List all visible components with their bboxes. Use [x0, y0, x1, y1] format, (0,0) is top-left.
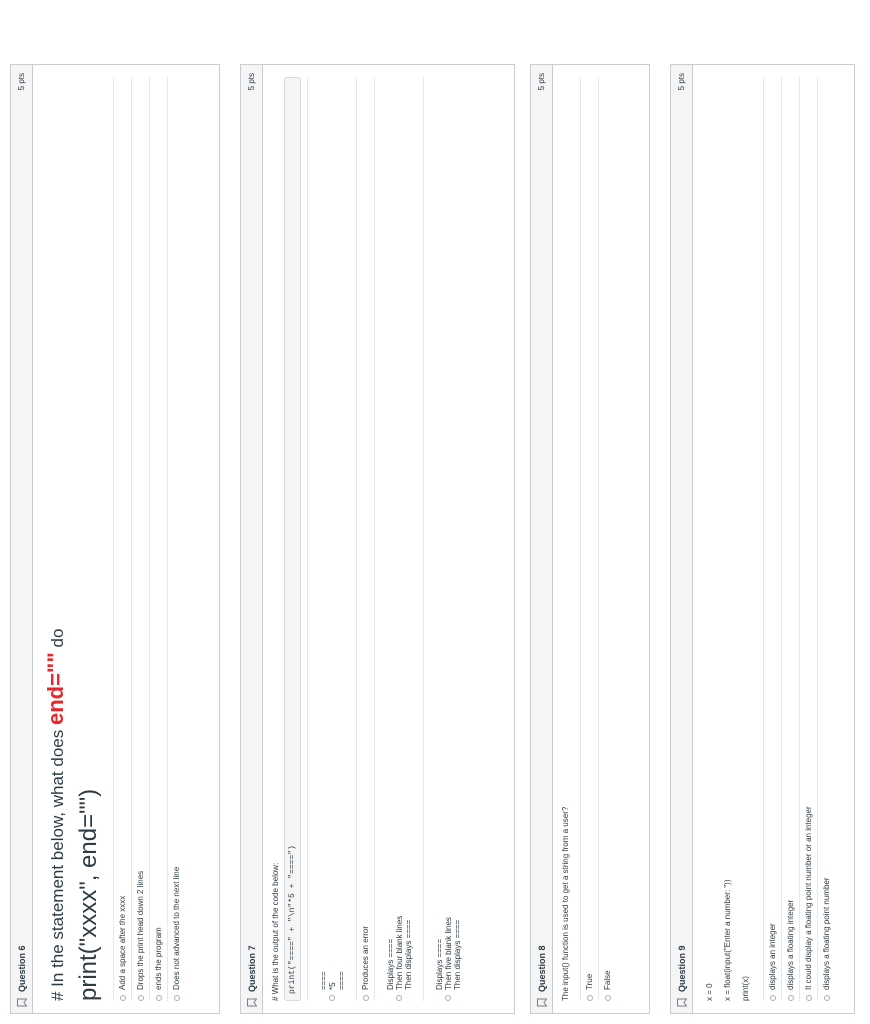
answer-label: ==== *5 ====	[318, 971, 346, 990]
answer-label: False	[603, 970, 612, 990]
radio-button[interactable]	[770, 995, 776, 1001]
question-7-header	[241, 65, 263, 1013]
answer-option[interactable]	[149, 77, 167, 1001]
answer-option[interactable]	[423, 77, 472, 1001]
radio-button[interactable]	[174, 995, 180, 1001]
question-7-title: Question 7	[246, 945, 257, 992]
answer-option[interactable]	[307, 77, 356, 1001]
question-6-card	[10, 64, 220, 1014]
prompt-highlight: end=""	[43, 652, 68, 726]
answer-option[interactable]	[131, 77, 149, 1001]
bookmark-flag-icon[interactable]	[17, 998, 27, 1007]
question-8-prompt: The input() function is used to get a string from a user?	[561, 806, 570, 1001]
question-7-points: 5 pts	[247, 73, 256, 91]
radio-button[interactable]	[396, 995, 402, 1001]
radio-button[interactable]	[806, 995, 812, 1001]
radio-button[interactable]	[329, 995, 335, 1001]
answer-list	[113, 77, 185, 1001]
radio-button[interactable]	[587, 995, 593, 1001]
answer-label: displays a floating point number	[822, 877, 831, 990]
answer-option[interactable]	[356, 77, 374, 1001]
question-8-title: Question 8	[536, 945, 547, 992]
answer-label: True	[585, 973, 594, 990]
question-9-card	[670, 64, 855, 1014]
bookmark-flag-icon[interactable]	[537, 998, 547, 1007]
answer-label: displays an integer	[768, 923, 777, 990]
prompt-text: # In the statement below, what does	[48, 729, 67, 1001]
answer-label: Does not advanced to the next line	[172, 866, 181, 990]
bookmark-flag-icon[interactable]	[677, 998, 687, 1007]
answer-option[interactable]	[580, 77, 598, 1001]
prompt-end: do	[48, 628, 67, 648]
question-6-code: print("xxxx", end="")	[75, 788, 102, 1001]
question-9-header	[671, 65, 693, 1013]
question-7-card	[240, 64, 515, 1014]
question-8-card	[530, 64, 650, 1014]
answer-label: Displays ==== Then five blank lines Then displays ====	[434, 917, 462, 990]
code-line: print(x)	[741, 976, 750, 1001]
radio-button[interactable]	[156, 995, 162, 1001]
radio-button[interactable]	[605, 995, 611, 1001]
answer-label: Displays ==== Then four blank lines Then displays ====	[385, 915, 413, 990]
question-6-points: 5 pts	[17, 73, 26, 91]
answer-label: It could display a floating point number or an integer	[804, 806, 813, 990]
radio-button[interactable]	[445, 995, 451, 1001]
radio-button[interactable]	[788, 995, 794, 1001]
answer-option[interactable]	[817, 77, 835, 1001]
answer-option[interactable]	[781, 77, 799, 1001]
question-7-code: print("====" + "\n"*5 + "====")	[284, 77, 301, 1001]
answer-option[interactable]	[799, 77, 817, 1001]
code-line: x = float(input("Enter a number: "))	[723, 879, 732, 1001]
bookmark-flag-icon[interactable]	[247, 998, 257, 1007]
answer-option[interactable]	[374, 77, 423, 1001]
question-9-points: 5 pts	[677, 73, 686, 91]
question-8-points: 5 pts	[537, 73, 546, 91]
answer-label: Produces an error	[361, 925, 370, 990]
question-6-title: Question 6	[16, 945, 27, 992]
radio-button[interactable]	[363, 995, 369, 1001]
answer-option[interactable]	[763, 77, 781, 1001]
answer-list	[307, 77, 472, 1001]
question-9-title: Question 9	[676, 945, 687, 992]
radio-button[interactable]	[120, 995, 126, 1001]
code-line: x = 0	[705, 983, 714, 1001]
question-6-prompt	[43, 77, 69, 1001]
answer-label: Add a space after the xxxx	[118, 895, 127, 990]
answer-option[interactable]	[598, 77, 616, 1001]
answer-label: ends the program	[154, 927, 163, 990]
question-6-header	[11, 65, 33, 1013]
answer-list	[763, 77, 835, 1001]
answer-list	[580, 77, 616, 1001]
answer-option[interactable]	[113, 77, 131, 1001]
question-7-prompt: # What is the output of the code below:	[271, 862, 280, 1001]
question-9-code	[701, 77, 755, 1001]
radio-button[interactable]	[138, 995, 144, 1001]
answer-label: displays a floating integer	[786, 899, 795, 990]
answer-option[interactable]	[167, 77, 185, 1001]
answer-label: Drops the print head down 2 lines	[136, 870, 145, 990]
radio-button[interactable]	[824, 995, 830, 1001]
question-8-header	[531, 65, 553, 1013]
